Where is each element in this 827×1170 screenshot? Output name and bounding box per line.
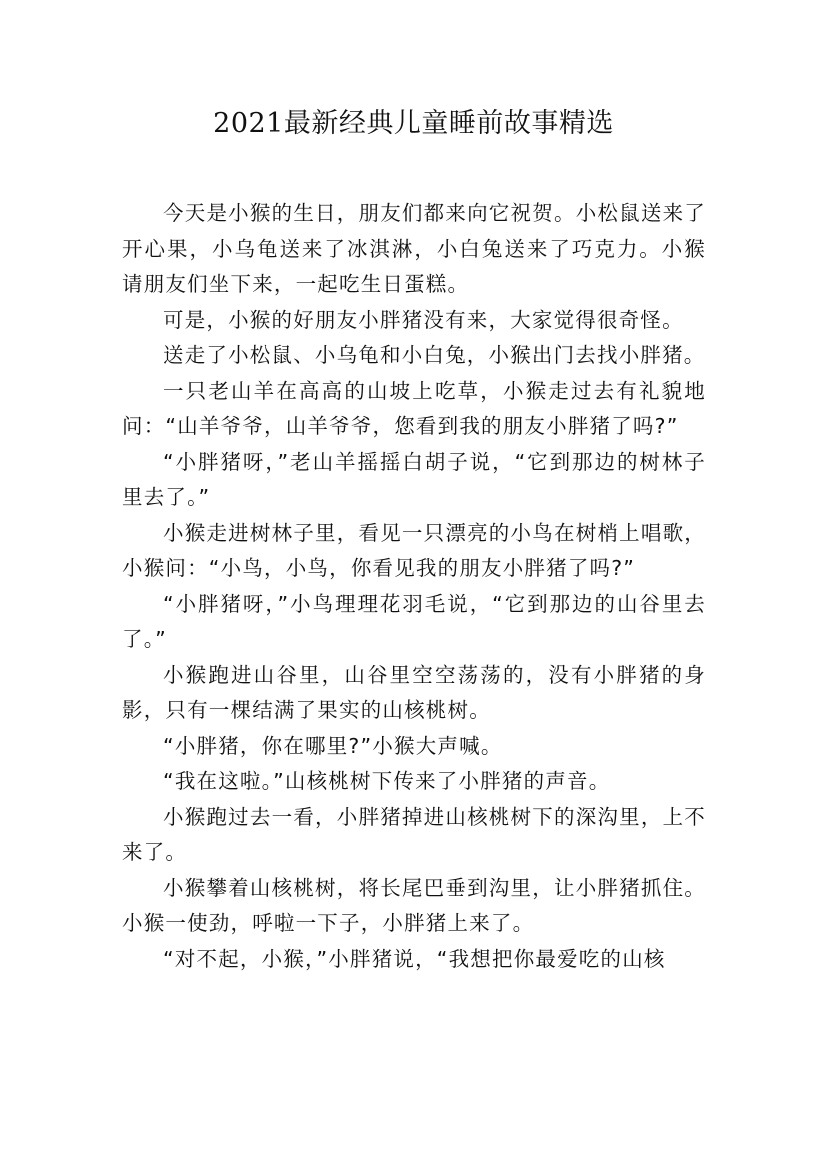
story-paragraph: “对不起，小猴，”小胖猪说，“我想把你最爱吃的山核	[163, 946, 666, 971]
story-body	[122, 196, 706, 977]
story-paragraph: “小胖猪，你在哪里?”小猴大声喊。	[163, 733, 503, 758]
story-paragraph: 小猴跑过去一看，小胖猪掉进山核桃树下的深沟里，上不来了。	[122, 804, 706, 864]
story-paragraph: “我在这啦。”山核桃树下传来了小胖猪的声音。	[163, 769, 611, 793]
story-paragraph: 可是，小猴的好朋友小胖猪没有来，大家觉得很奇怪。	[163, 307, 684, 332]
story-paragraph: “小胖猪呀，”小鸟理理花羽毛说，“它到那边的山谷里去了。”	[122, 591, 706, 651]
story-paragraph: 小猴跑进山谷里，山谷里空空荡荡的，没有小胖猪的身影，只有一棵结满了果实的山核桃树。	[122, 662, 706, 722]
story-paragraph: “小胖猪呀，”老山羊摇摇白胡子说，“它到那边的树林子里去了。”	[122, 449, 706, 509]
story-paragraph: 小猴走进树林子里，看见一只漂亮的小鸟在树梢上唱歌，小猴问：“小鸟，小鸟，你看见我的朋友小胖猪了吗?”	[122, 520, 706, 580]
story-paragraph: 送走了小松鼠、小乌龟和小白兔，小猴出门去找小胖猪。	[163, 343, 706, 367]
story-paragraph: 小猴攀着山核桃树，将长尾巴垂到沟里，让小胖猪抓住。小猴一使劲，呼啦一下子，小胖猪上来了。	[122, 875, 706, 935]
story-paragraph: 一只老山羊在高高的山坡上吃草，小猴走过去有礼貌地问：“山羊爷爷，山羊爷爷，您看到我的朋友小胖猪了吗?”	[122, 378, 706, 438]
story-paragraph: 今天是小猴的生日，朋友们都来向它祝贺。小松鼠送来了开心果，小乌龟送来了冰淇淋，小白兔送来了巧克力。小猴请朋友们坐下来，一起吃生日蛋糕。	[122, 201, 706, 296]
document-title: 2021最新经典儿童睡前故事精选	[213, 108, 614, 139]
